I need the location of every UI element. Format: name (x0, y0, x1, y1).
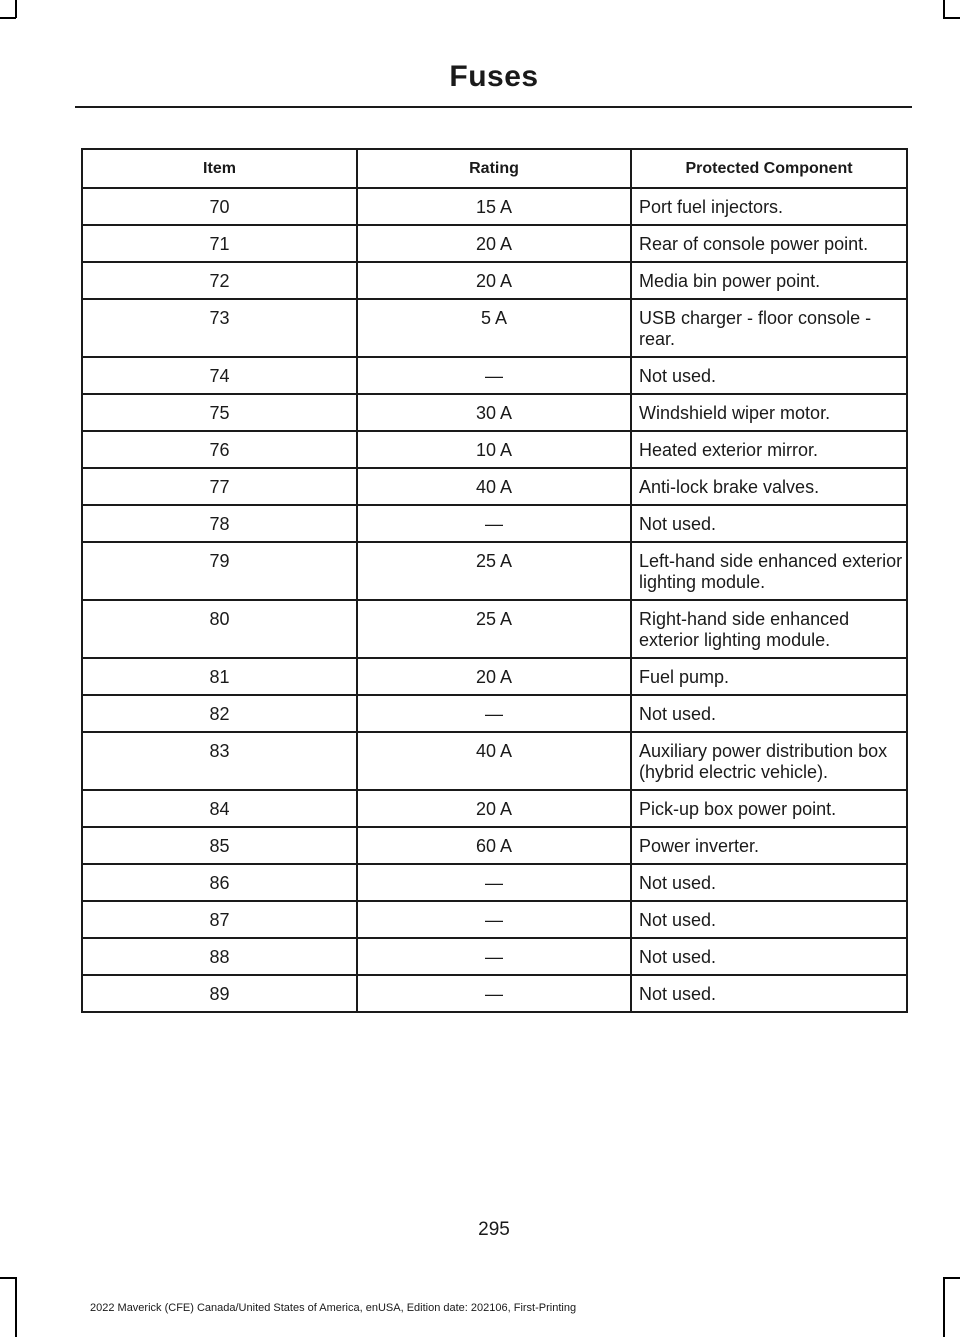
rating-cell: 25 A (357, 542, 631, 600)
rating-cell: — (357, 505, 631, 542)
component-cell: Windshield wiper motor. (631, 394, 907, 431)
table-row (82, 357, 907, 394)
component-cell: Right-hand side enhanced exterior lighting module. (631, 600, 907, 658)
rating-cell: 30 A (357, 394, 631, 431)
item-cell: 88 (82, 938, 357, 975)
component-cell: USB charger - floor console - rear. (631, 299, 907, 357)
table-row (82, 600, 907, 658)
rating-cell: — (357, 901, 631, 938)
item-cell: 85 (82, 827, 357, 864)
rating-cell: 60 A (357, 827, 631, 864)
rating-cell: 40 A (357, 468, 631, 505)
table-row (82, 790, 907, 827)
crop-mark-top-right (943, 0, 945, 18)
component-cell: Not used. (631, 864, 907, 901)
rating-cell: — (357, 975, 631, 1012)
item-cell: 72 (82, 262, 357, 299)
item-cell: 74 (82, 357, 357, 394)
table-row (82, 225, 907, 262)
crop-mark-bottom-right (943, 1277, 945, 1337)
rating-cell: 20 A (357, 262, 631, 299)
component-cell: Not used. (631, 357, 907, 394)
component-cell: Rear of console power point. (631, 225, 907, 262)
rating-cell: — (357, 695, 631, 732)
table-row (82, 975, 907, 1012)
item-cell: 75 (82, 394, 357, 431)
table-row (82, 188, 907, 225)
item-cell: 77 (82, 468, 357, 505)
table-row (82, 658, 907, 695)
component-cell: Left-hand side enhanced exterior lighting module. (631, 542, 907, 600)
crop-mark-top-left (0, 17, 16, 19)
table-row (82, 542, 907, 600)
rating-cell: 20 A (357, 225, 631, 262)
rating-cell: 25 A (357, 600, 631, 658)
item-cell: 71 (82, 225, 357, 262)
item-cell: 76 (82, 431, 357, 468)
table-row (82, 827, 907, 864)
table-row (82, 431, 907, 468)
table-row (82, 901, 907, 938)
crop-mark-bottom-right (943, 1277, 960, 1279)
component-cell: Not used. (631, 505, 907, 542)
rating-cell: 10 A (357, 431, 631, 468)
table-row (82, 864, 907, 901)
page-title: Fuses (449, 60, 539, 93)
rating-cell: 15 A (357, 188, 631, 225)
component-cell: Auxiliary power distribution box (hybrid electric vehicle). (631, 732, 907, 790)
item-cell: 70 (82, 188, 357, 225)
item-cell: 78 (82, 505, 357, 542)
component-cell: Power inverter. (631, 827, 907, 864)
item-cell: 82 (82, 695, 357, 732)
edition-footer: 2022 Maverick (CFE) Canada/United States of America, enUSA, Edition date: 202106, First-Printing (90, 1302, 577, 1314)
rating-cell: 40 A (357, 732, 631, 790)
table-row (82, 505, 907, 542)
table-header-row (82, 149, 907, 188)
table-row (82, 695, 907, 732)
rating-cell: — (357, 357, 631, 394)
crop-mark-bottom-left (0, 1277, 16, 1279)
item-cell: 81 (82, 658, 357, 695)
crop-mark-top-left (15, 0, 17, 18)
table-row (82, 262, 907, 299)
component-cell: Port fuel injectors. (631, 188, 907, 225)
item-cell: 79 (82, 542, 357, 600)
rating-cell: — (357, 938, 631, 975)
column-header-protected-component: Protected Component (631, 149, 907, 188)
component-cell: Media bin power point. (631, 262, 907, 299)
rating-cell: 5 A (357, 299, 631, 357)
item-cell: 84 (82, 790, 357, 827)
component-cell: Pick-up box power point. (631, 790, 907, 827)
title-divider (75, 106, 912, 108)
item-cell: 87 (82, 901, 357, 938)
component-cell: Anti-lock brake valves. (631, 468, 907, 505)
crop-mark-top-right (943, 17, 960, 19)
component-cell: Heated exterior mirror. (631, 431, 907, 468)
fuse-table (81, 148, 908, 1013)
column-header-item: Item (82, 149, 357, 188)
table-row (82, 732, 907, 790)
component-cell: Not used. (631, 901, 907, 938)
rating-cell: — (357, 864, 631, 901)
item-cell: 89 (82, 975, 357, 1012)
table-row (82, 938, 907, 975)
table-row (82, 299, 907, 357)
item-cell: 86 (82, 864, 357, 901)
page-number: 295 (478, 1219, 510, 1240)
component-cell: Not used. (631, 938, 907, 975)
item-cell: 80 (82, 600, 357, 658)
crop-mark-bottom-left (15, 1277, 17, 1337)
column-header-rating: Rating (357, 149, 631, 188)
item-cell: 83 (82, 732, 357, 790)
table-row (82, 394, 907, 431)
component-cell: Fuel pump. (631, 658, 907, 695)
component-cell: Not used. (631, 695, 907, 732)
rating-cell: 20 A (357, 658, 631, 695)
rating-cell: 20 A (357, 790, 631, 827)
component-cell: Not used. (631, 975, 907, 1012)
table-row (82, 468, 907, 505)
item-cell: 73 (82, 299, 357, 357)
